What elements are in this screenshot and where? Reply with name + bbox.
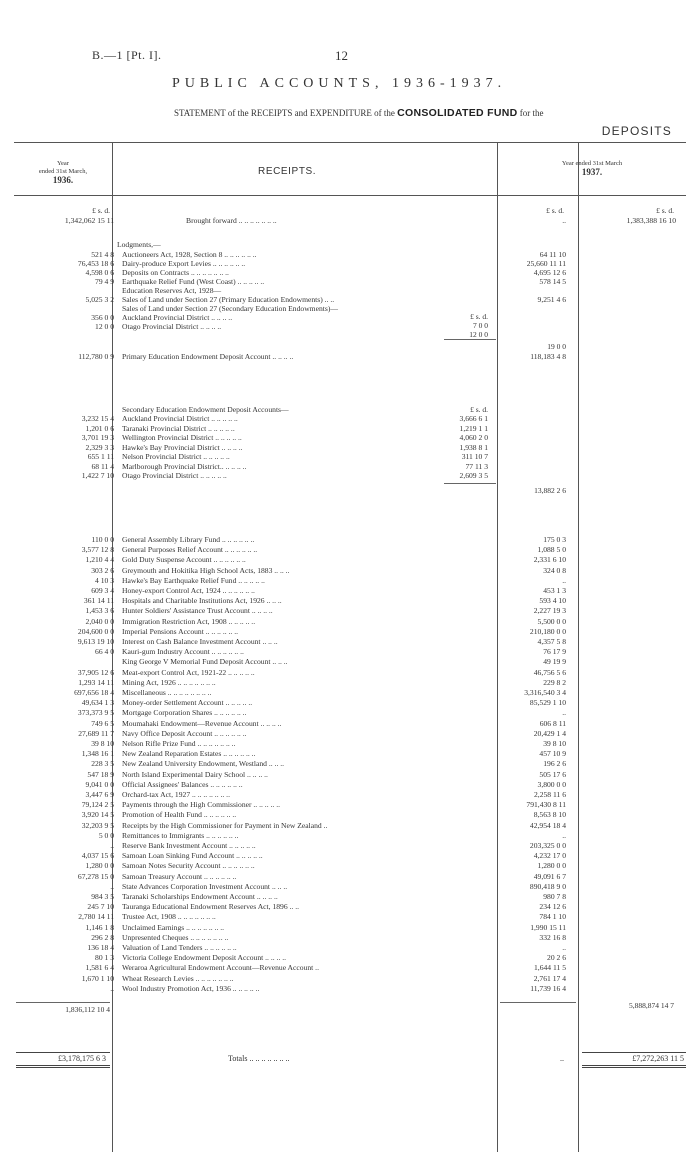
row-label: Navy Office Deposit Account .. .. .. .. .. ..	[122, 728, 247, 738]
table-row	[0, 637, 700, 647]
row-1937-amount: 1,644 11 5	[534, 963, 566, 973]
row-1937-amount: 593 4 10	[539, 596, 566, 606]
table-row	[0, 943, 700, 953]
table-row	[0, 739, 700, 749]
row-label: General Assembly Library Fund .. .. .. .. .. ..	[122, 535, 255, 544]
table-row	[0, 424, 700, 434]
grand-total-left: £3,178,175 6 3	[58, 1054, 106, 1063]
table-row	[0, 576, 700, 586]
row-label: Imperial Pensions Account .. .. .. .. .. ..	[122, 626, 239, 636]
row-label: Sales of Land under Section 27 (Secondary Education Endowments)—	[122, 304, 338, 313]
primary-education-row	[0, 352, 700, 362]
row-1936-amount: 9,041 0 0	[85, 779, 114, 789]
secondary-total: 13,882 2 6	[534, 486, 566, 495]
row-1937-amount: 505 17 6	[539, 769, 566, 779]
row-1936-amount: 136 18 4	[87, 943, 114, 952]
right-header-ended: Year ended 31st March	[561, 160, 623, 167]
row-1936-amount: 2,329 3 3	[85, 442, 114, 452]
row-label: Immigration Restriction Act, 1908 .. .. .. .. ..	[122, 616, 256, 626]
row-sub-amount: 4,060 2 0	[459, 433, 488, 442]
table-row	[0, 770, 700, 780]
subtitle-suffix: for the	[519, 108, 544, 118]
row-1937-amount: 324 0 8	[543, 565, 566, 575]
row-1936-amount: 79,124 2 5	[81, 800, 114, 810]
row-1937-amount: 76 17 9	[543, 647, 566, 657]
table-row	[0, 617, 700, 627]
row-label: Nelson Provincial District .. .. .. .. ..	[122, 452, 230, 461]
row-1937-amount: 2,258 11 6	[534, 790, 566, 799]
row-1937-amount: 453 1 3	[543, 586, 566, 595]
secondary-sub-currency: £ s. d.	[470, 405, 488, 414]
row-label: Greymouth and Hokitika High School Acts, 1883 .. .. ..	[122, 565, 290, 575]
row-label: Marlborough Provincial District.. .. .. .. ..	[122, 461, 247, 471]
row-label: Miscellaneous .. .. .. .. .. .. .. ..	[122, 688, 212, 697]
edu-sub-rule	[444, 339, 496, 340]
row-1936-amount: 3,701 19 3	[81, 433, 114, 442]
row-1936-amount: 4,037 15 6	[81, 851, 114, 861]
edu-sub-currency: £ s. d.	[470, 312, 488, 321]
edu-sub-total: 19 0 0	[547, 342, 566, 351]
row-label: Auctioneers Act, 1928, Section 8 .. .. .. .. .. ..	[122, 250, 257, 259]
row-1936-amount: 3,232 15 4	[81, 414, 114, 423]
row-1937-amount: 49,091 6 7	[533, 871, 566, 881]
report-reference: B.—1 [Pt. I].	[92, 48, 162, 62]
table-row	[0, 790, 700, 800]
row-1936-amount: 12 0 0	[95, 322, 114, 331]
row-1937-amount: 2,761 17 4	[533, 973, 566, 983]
table-row	[0, 678, 700, 688]
currency-left: £ s. d.	[92, 206, 110, 215]
row-1936-amount: 1,146 1 8	[85, 922, 114, 932]
row-1936-amount: 2,780 14 11	[78, 912, 114, 922]
row-label: Orchard-tax Act, 1927 .. .. .. .. .. .. ..	[122, 790, 230, 799]
row-1936-amount: 373,373 9 5	[77, 708, 114, 718]
row-1937-amount: 20 2 6	[547, 953, 566, 963]
row-1936-amount: 39 8 10	[91, 739, 114, 748]
brought-forward-mid: ..	[562, 216, 566, 225]
row-label: Victoria College Endowment Deposit Account .. .. .. ..	[122, 953, 287, 963]
row-1937-amount: 1,990 15 11	[530, 922, 566, 932]
row-1936-amount: 1,210 4 4	[85, 555, 114, 565]
row-label: Honey-export Control Act, 1924 .. .. .. .. .. ..	[122, 586, 255, 595]
row-1936-amount: 27,689 11 7	[78, 728, 114, 738]
row-label: Samoan Treasury Account .. .. .. .. .. ..	[122, 871, 237, 881]
row-label: Hawke's Bay Provincial District .. .. .. ..	[122, 442, 243, 452]
row-label: Official Assignees' Balances .. .. .. .. .. ..	[122, 779, 243, 789]
primary-label: Primary Education Endowment Deposit Account .. .. .. ..	[122, 352, 294, 361]
row-1937-amount: ..	[562, 830, 566, 840]
row-sub-amount: 1,938 8 1	[459, 442, 488, 452]
grand-total-label: Totals .. .. .. .. .. .. ..	[228, 1054, 290, 1063]
table-row	[0, 974, 700, 984]
row-1936-amount: ..	[110, 983, 114, 993]
table-top-rule	[14, 142, 686, 143]
table-row	[0, 566, 700, 576]
row-1936-amount: ..	[110, 841, 114, 850]
row-1936-amount: 80 1 3	[95, 953, 114, 963]
row-1936-amount: 37,905 12 6	[77, 667, 114, 677]
row-label: Education Reserves Act, 1928—	[122, 286, 222, 295]
row-1937-amount: 3,316,540 3 4	[524, 688, 566, 697]
row-1937-amount: 210,180 0 0	[529, 626, 566, 636]
row-label: General Purposes Relief Account .. .. .. .. .. ..	[122, 545, 258, 555]
row-1937-amount: 4,695 12 6	[533, 268, 566, 277]
mid-total-rule	[500, 1002, 576, 1003]
section-deposits: DEPOSITS	[601, 124, 672, 138]
row-label: Unclaimed Earnings .. .. .. .. .. .. ..	[122, 922, 225, 932]
table-row	[0, 535, 700, 545]
row-label: Wellington Provincial District .. .. .. .. ..	[122, 433, 242, 442]
row-1937-amount: 4,232 17 0	[533, 851, 566, 861]
table-row	[0, 892, 700, 902]
table-row	[0, 433, 700, 443]
row-label: New Zealand University Endowment, Westland .. .. ..	[122, 759, 285, 769]
table-row	[0, 882, 700, 892]
row-1937-amount: ..	[562, 708, 566, 718]
row-label: Gold Duty Suspense Account .. .. .. .. .. ..	[122, 555, 246, 565]
row-label: Nelson Rifle Prize Fund .. .. .. .. .. .. ..	[122, 739, 236, 748]
row-1936-amount: 110 0 0	[91, 535, 114, 544]
table-row	[0, 831, 700, 841]
row-label: Interest on Cash Balance Investment Account .. .. ..	[122, 637, 278, 646]
row-1936-amount: 361 14 11	[83, 596, 114, 606]
row-1936-amount: 1,581 6 4	[85, 963, 114, 973]
grand-total-left-box	[16, 1052, 110, 1068]
table-row	[0, 719, 700, 729]
row-1936-amount: 79 4 9	[95, 277, 114, 286]
row-1936-amount: 1,670 1 10	[81, 973, 114, 983]
left-header-yearnum: 1936.	[52, 175, 74, 185]
row-1937-amount: 3,800 0 0	[537, 779, 566, 789]
currency-right: £ s. d.	[656, 206, 674, 215]
row-1937-amount: 42,954 18 4	[529, 820, 566, 830]
row-sub-amount: 311 10 7	[461, 452, 488, 461]
row-1936-amount: 4,598 0 6	[85, 268, 114, 277]
table-row	[0, 647, 700, 657]
secondary-heading: Secondary Education Endowment Deposit Accounts—	[122, 405, 289, 414]
table-header-rule	[14, 195, 686, 196]
row-label: Wheat Research Levies .. .. .. .. .. .. ..	[122, 973, 234, 983]
table-row	[0, 698, 700, 708]
table-row	[0, 984, 700, 994]
table-row	[0, 555, 700, 565]
table-row	[0, 668, 700, 678]
row-1936-amount: 609 3 4	[91, 586, 114, 595]
row-1937-amount: 25,660 11 11	[526, 259, 566, 268]
row-label: Moumahaki Endowment—Revenue Account .. .. .. ..	[122, 718, 282, 728]
row-1937-amount: 5,500 0 0	[537, 616, 566, 626]
row-1937-amount: 20,429 1 4	[533, 728, 566, 738]
row-sub-amount: 1,219 1 1	[459, 423, 488, 433]
edu-sub-otago: 12 0 0	[469, 330, 488, 339]
edu-sub-auckland: 7 0 0	[473, 321, 488, 330]
table-row	[0, 759, 700, 769]
row-1937-amount: 1,280 0 0	[537, 861, 566, 871]
lodgments-heading: Lodgments,—	[117, 240, 161, 249]
table-row	[0, 729, 700, 739]
right-column-header	[497, 160, 687, 176]
row-label: Payments through the High Commissioner .. .. .. .. ..	[122, 800, 280, 810]
table-row	[0, 414, 700, 424]
row-1936-amount: 228 3 5	[91, 759, 114, 769]
row-1937-amount: ..	[562, 575, 566, 585]
left-total-rule	[16, 1002, 110, 1003]
table-row	[0, 452, 700, 462]
table-row	[0, 462, 700, 472]
row-label: Dairy-produce Export Levies .. .. .. .. .. ..	[122, 259, 246, 268]
row-1936-amount: 697,656 18 4	[74, 688, 114, 697]
right-header-yearnum: 1937.	[581, 167, 603, 177]
row-1936-amount: 1,280 0 0	[85, 861, 114, 871]
row-label: Otago Provincial District .. .. .. .. ..	[122, 471, 227, 480]
table-row	[0, 545, 700, 555]
table-row	[0, 800, 700, 810]
row-1936-amount: 32,203 9 5	[81, 820, 114, 830]
row-sub-amount: 3,666 6 1	[459, 414, 488, 423]
row-1936-amount: 3,577 12 8	[81, 545, 114, 555]
row-1936-amount: 68 11 4	[91, 461, 114, 471]
row-1937-amount: 229 8 2	[543, 677, 566, 687]
row-1936-amount: 5 0 0	[98, 830, 114, 840]
receipts-header: RECEIPTS.	[258, 166, 317, 177]
table-row	[0, 810, 700, 820]
row-label: New Zealand Reparation Estates .. .. .. .. .. ..	[122, 749, 256, 759]
row-1936-amount: 3,920 14 5	[81, 810, 114, 820]
row-1937-amount: 980 7 8	[543, 892, 566, 901]
row-label: Weraroa Agricultural Endowment Account—Revenue Account ..	[122, 963, 319, 973]
table-row	[0, 443, 700, 453]
table-row	[0, 861, 700, 871]
row-label: Samoan Loan Sinking Fund Account .. .. .. .. ..	[122, 851, 263, 861]
row-1936-amount: 984 3 5	[91, 892, 114, 901]
row-1937-amount: 234 12 6	[539, 902, 566, 912]
row-label: Sales of Land under Section 27 (Primary Education Endowments) .. ..	[122, 295, 335, 304]
row-label: Taranaki Provincial District .. .. .. .. ..	[122, 423, 235, 433]
row-label: Kauri-gum Industry Account .. .. .. .. .. ..	[122, 647, 244, 657]
row-1936-amount: 49,634 1 3	[81, 698, 114, 708]
table-row	[0, 841, 700, 851]
row-label: Deposits on Contracts .. .. .. .. .. .. ..	[122, 268, 229, 277]
table-row	[0, 912, 700, 922]
grand-total-mid: ..	[560, 1054, 564, 1063]
row-label: Tauranga Educational Endowment Reserves Act, 1896 .. ..	[122, 902, 300, 912]
row-1937-amount: ..	[562, 943, 566, 952]
row-1936-amount: 67,278 15 0	[77, 871, 114, 881]
row-label: Unpresented Cheques .. .. .. .. .. .. ..	[122, 932, 229, 942]
row-1937-amount: 784 1 10	[539, 912, 566, 922]
row-label: Samoan Notes Security Account .. .. .. .. .. ..	[122, 861, 255, 871]
left-header-year: Year	[57, 160, 69, 167]
brought-forward-left: 1,342,062 15 11	[64, 216, 114, 225]
row-1936-amount: 204,600 0 0	[77, 626, 114, 636]
row-label: King George V Memorial Fund Deposit Account .. .. ..	[122, 657, 288, 667]
statement-subtitle	[174, 107, 544, 119]
left-header-ended: ended 31st March,	[38, 168, 88, 175]
row-1936-amount: 245 7 10	[87, 902, 114, 912]
row-1937-amount: 791,430 8 11	[526, 800, 566, 810]
row-1937-amount: 39 8 10	[543, 739, 566, 748]
row-1937-amount: 64 11 10	[539, 250, 566, 259]
lodgments-total-left: 1,836,112 10 4	[65, 1005, 110, 1014]
grand-total-right-box	[582, 1052, 686, 1068]
table-row	[0, 586, 700, 596]
table-row	[0, 708, 700, 718]
row-label: Auckland Provincial District .. .. .. .. ..	[122, 414, 238, 423]
table-row	[0, 963, 700, 973]
table-row	[0, 749, 700, 759]
row-1936-amount: 76,453 18 6	[77, 259, 114, 268]
table-row	[0, 606, 700, 616]
row-1936-amount: 521 4 8	[91, 250, 114, 259]
row-1937-amount: 2,331 6 10	[533, 555, 566, 565]
row-label: Reserve Bank Investment Account .. .. .. .. ..	[122, 841, 256, 850]
row-label: Hawke's Bay Earthquake Relief Fund .. .. .. .. ..	[122, 575, 265, 585]
row-label: Hospitals and Charitable Institutions Act, 1926 .. .. ..	[122, 596, 282, 606]
row-1936-amount: 296 2 8	[91, 932, 114, 942]
currency-mid: £ s. d.	[546, 206, 564, 215]
lodgments-total-right: 5,888,874 14 7	[629, 1001, 674, 1010]
row-1937-amount: 85,529 1 10	[529, 698, 566, 708]
page-title: PUBLIC ACCOUNTS, 1936-1937.	[172, 76, 507, 91]
row-sub-amount: 2,609 3 5	[459, 471, 488, 480]
row-1936-amount: 1,293 14 11	[78, 677, 114, 687]
row-1937-amount: 8,563 8 10	[533, 810, 566, 820]
table-row	[0, 902, 700, 912]
row-label: Receipts by the High Commissioner for Payment in New Zealand ..	[122, 820, 328, 830]
table-row	[0, 923, 700, 933]
row-label: Otago Provincial District .. .. .. ..	[122, 322, 222, 331]
row-label: Mining Act, 1926 .. .. .. .. .. .. ..	[122, 677, 216, 687]
left-column-header	[14, 160, 112, 184]
row-1937-amount: 578 14 5	[539, 277, 566, 286]
table-row	[0, 953, 700, 963]
row-label: Hunter Soldiers' Assistance Trust Account .. .. .. ..	[122, 606, 273, 616]
row-label: Trustee Act, 1908 .. .. .. .. .. .. ..	[122, 912, 216, 922]
row-label: North Island Experimental Dairy School .. .. .. ..	[122, 769, 268, 779]
row-1936-amount: 1,422 7 10	[81, 471, 114, 480]
subtitle-prefix: STATEMENT of the RECEIPTS and EXPENDITURE of the	[174, 108, 395, 118]
table-row	[0, 322, 700, 332]
row-label: Valuation of Land Tenders .. .. .. .. .. ..	[122, 943, 237, 952]
table-row	[0, 851, 700, 861]
row-label: Mortgage Corporation Shares .. .. .. .. .. ..	[122, 708, 247, 718]
brought-forward-right: 1,383,388 16 10	[626, 216, 676, 225]
brought-forward-row	[0, 216, 700, 226]
row-1936-amount: 1,348 16 1	[81, 749, 114, 759]
row-1937-amount: 457 10 9	[539, 749, 566, 759]
row-1936-amount: 1,201 0 6	[85, 423, 114, 433]
row-1936-amount: 66 4 0	[95, 647, 114, 657]
row-label: Taranaki Scholarships Endowment Account .. .. .. ..	[122, 892, 278, 901]
row-1936-amount: 3,447 6 9	[85, 790, 114, 799]
row-label: Auckland Provincial District .. .. .. ..	[122, 313, 233, 322]
row-1937-amount: 2,227 19 3	[533, 606, 566, 616]
row-label: Promotion of Health Fund .. .. .. .. .. ..	[122, 810, 237, 820]
row-1937-amount: 46,756 5 6	[533, 667, 566, 677]
row-1936-amount: 303 2 6	[91, 565, 114, 575]
row-1937-amount: 606 8 11	[539, 718, 566, 728]
table-row	[0, 657, 700, 667]
primary-left: 112,780 0 9	[78, 352, 114, 361]
row-label: Remittances to Immigrants .. .. .. .. .. ..	[122, 830, 239, 840]
row-label: State Advances Corporation Investment Account .. .. ..	[122, 881, 288, 891]
table-row	[0, 627, 700, 637]
row-label: Earthquake Relief Fund (West Coast) .. .. .. .. ..	[122, 277, 265, 286]
row-1937-amount: 1,088 5 0	[537, 545, 566, 555]
row-1937-amount: 9,251 4 6	[537, 295, 566, 304]
row-1937-amount: 11,739 16 4	[530, 983, 566, 993]
row-1937-amount: 890,418 9 0	[529, 881, 566, 891]
secondary-sub-rule	[444, 483, 496, 484]
row-1937-amount: 4,357 5 8	[537, 637, 566, 646]
primary-mid: 118,183 4 8	[530, 352, 566, 361]
row-1937-amount: 196 2 6	[543, 759, 566, 769]
subtitle-fund: CONSOLIDATED FUND	[397, 107, 518, 119]
table-row	[0, 821, 700, 831]
row-1937-amount: 332 16 8	[539, 932, 566, 942]
grand-total-right: £7,272,263 11 5	[632, 1054, 684, 1063]
row-1937-amount: 49 19 9	[543, 657, 566, 667]
row-1936-amount: 655 1 11	[87, 452, 114, 461]
row-1936-amount: 749 6 5	[91, 718, 114, 728]
row-1936-amount: 547 18 9	[87, 769, 114, 779]
row-1936-amount: 4 10 3	[95, 575, 114, 585]
row-1936-amount: ..	[110, 881, 114, 891]
row-label: Wool Industry Promotion Act, 1936 .. .. .. .. ..	[122, 983, 260, 993]
row-1936-amount: 5,025 3 2	[85, 295, 114, 304]
row-1936-amount: 356 0 0	[91, 313, 114, 322]
row-label: Money-order Settlement Account .. .. .. .. ..	[122, 698, 253, 708]
brought-forward-label: Brought forward .. .. .. .. .. .. ..	[186, 216, 277, 225]
row-1937-amount: 175 0 3	[543, 535, 566, 544]
table-row	[0, 780, 700, 790]
table-row	[0, 933, 700, 943]
table-row	[0, 872, 700, 882]
page-number: 12	[335, 48, 348, 63]
row-label: Meat-export Control Act, 1921-22 .. .. .. .. ..	[122, 667, 255, 677]
table-row	[0, 471, 700, 481]
row-1936-amount: 9,613 19 10	[77, 637, 114, 646]
row-1937-amount: 203,325 0 0	[529, 841, 566, 850]
row-1936-amount: 2,040 0 0	[85, 616, 114, 626]
table-row	[0, 596, 700, 606]
table-row	[0, 688, 700, 698]
row-1936-amount: 1,453 3 6	[85, 606, 114, 616]
row-sub-amount: 77 11 3	[465, 461, 488, 471]
